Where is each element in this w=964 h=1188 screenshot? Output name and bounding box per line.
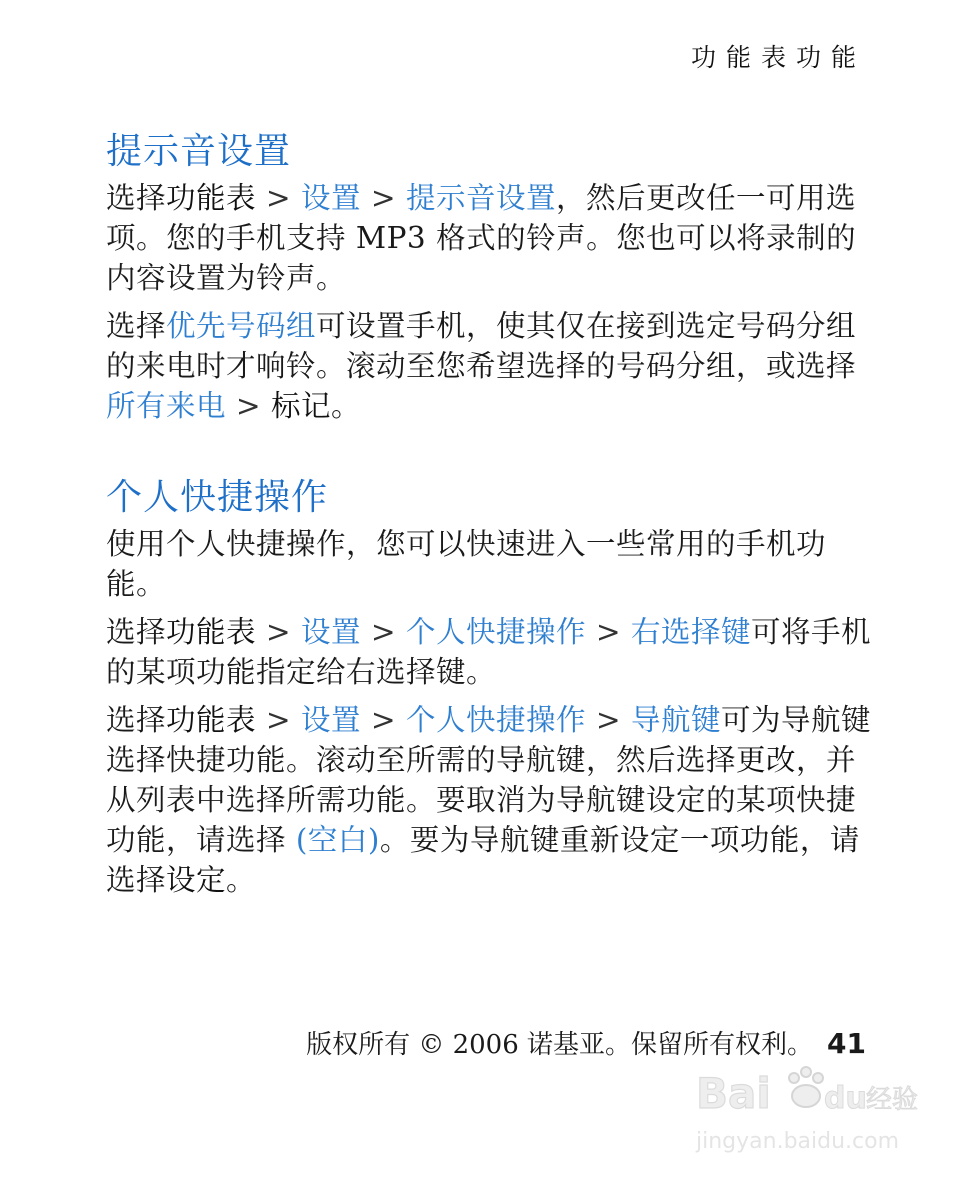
running-header: 功能表功能: [690, 43, 866, 72]
link-navigation-key: 导航键: [631, 703, 722, 737]
watermark-url: jingyan.baidu.com: [696, 1129, 900, 1154]
copyright-text: 版权所有 © 2006 诺基亚。保留所有权利。: [306, 1030, 814, 1060]
link-all-calls: 所有来电: [106, 389, 227, 423]
paragraph-navigation-key: 选择功能表 > 设置 > 个人快捷操作 > 导航键可为导航键选择快捷功能。滚动至所需的导航键，然后选择更改，并从列表中选择所需功能。要取消为导航键设定的某项快捷功能，请选择 (空白)。要为导航键重新设定一项功能，请选择设定。: [106, 703, 872, 897]
link-personal-shortcuts: 个人快捷操作: [406, 615, 587, 649]
section-gap: [106, 434, 874, 472]
set-label: 设定: [166, 863, 227, 897]
link-settings: 设置: [301, 615, 362, 649]
page-number: 41: [827, 1027, 866, 1060]
paragraph-priority-group: 选择优先号码组可设置手机，使其仅在接到选定号码分组的来电时才响铃。滚动至您希望选择的号码分组，或选择所有来电 > 标记。: [106, 309, 857, 423]
menu-label: 功能表: [166, 181, 257, 215]
menu-label: 功能表: [166, 615, 257, 649]
page-content: [106, 126, 874, 908]
svg-text:Bai: Bai: [696, 1069, 771, 1118]
paragraph-right-selection-key: 选择功能表 > 设置 > 个人快捷操作 > 右选择键可将手机的某项功能指定给右选择键。: [106, 615, 872, 689]
link-tone-settings: 提示音设置: [406, 181, 557, 215]
link-right-selection-key: 右选择键: [631, 615, 752, 649]
baidu-watermark-logo: [690, 1060, 930, 1160]
mark-label: 标记: [271, 389, 332, 423]
link-priority-group: 优先号码组: [166, 309, 317, 343]
empty-option: (空白): [295, 823, 380, 857]
section-title-personal-shortcuts: 个人快捷操作: [106, 477, 329, 518]
paragraph-tone-settings: 选择功能表 > 设置 > 提示音设置，然后更改任一可用选项。您的手机支持 MP3 格式的铃声。您也可以将录制的内容设置为铃声。: [106, 181, 857, 295]
change-label: 更改: [736, 743, 797, 777]
link-settings: 设置: [301, 181, 362, 215]
page-footer: [306, 1024, 866, 1061]
paragraph-shortcuts-intro: 使用个人快捷操作，您可以快速进入一些常用的手机功能。: [106, 527, 827, 601]
link-settings: 设置: [301, 703, 362, 737]
menu-label: 功能表: [166, 703, 257, 737]
link-personal-shortcuts: 个人快捷操作: [406, 703, 587, 737]
svg-text:经验: 经验: [866, 1085, 919, 1115]
svg-text:du: du: [824, 1081, 867, 1116]
section-title-tone-settings: 提示音设置: [106, 131, 292, 172]
